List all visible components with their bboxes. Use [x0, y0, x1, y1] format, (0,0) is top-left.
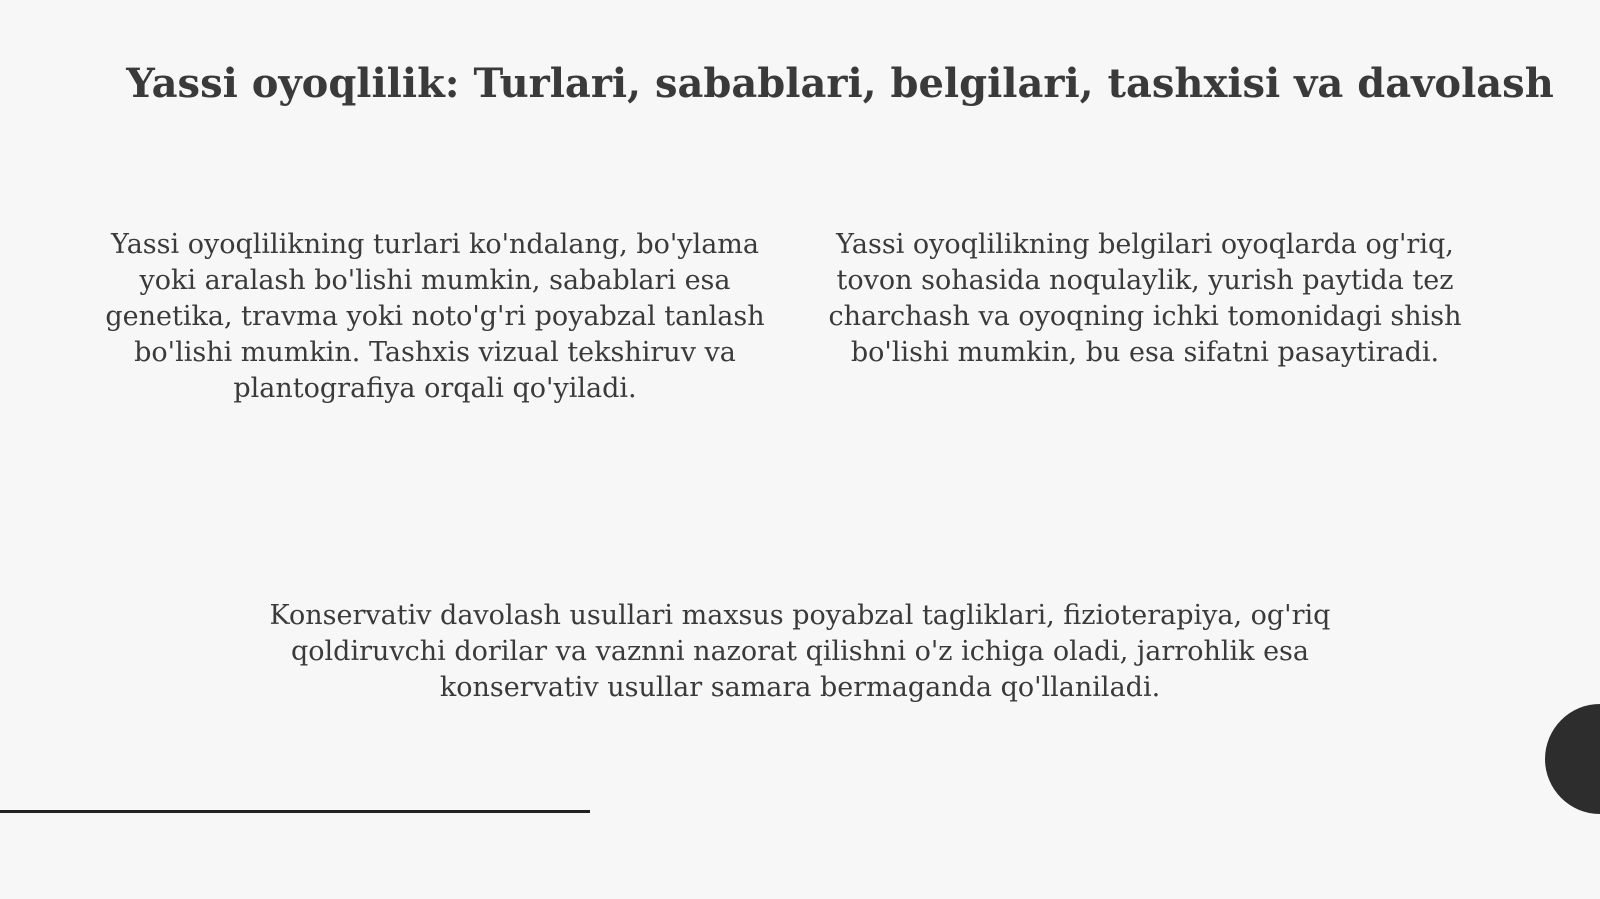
treatment-text: Konservativ davolash usullari maxsus poyabzal tagliklari, fizioterapiya, og'riq qoldiruvchi dorilar va vaznni nazorat qilishni o'z ichiga oladi, jarrohlik esa konservativ usullar samara bermaganda qo'llaniladi. [269, 600, 1331, 703]
decorative-divider-line [0, 810, 590, 813]
slide-title: Yassi oyoqlilik: Turlari, sabablari, belgilari, tashxisi va davolash [126, 60, 1554, 107]
decorative-circle [1545, 704, 1600, 814]
types-causes-text: Yassi oyoqlilikning turlari ko'ndalang, bo'ylama yoki aralash bo'lishi mumkin, sabablari esa genetika, travma yoki noto'g'ri poyabzal tanlash bo'lishi mumkin. Tashxis vizual tekshiruv va plantografiya orqali qo'yiladi. [105, 229, 765, 404]
symptoms-text: Yassi oyoqlilikning belgilari oyoqlarda og'riq, tovon sohasida noqulaylik, yurish paytida tez charchash va oyoqning ichki tomonidagi shish bo'lishi mumkin, bu esa sifatni pasaytiradi. [828, 229, 1462, 368]
